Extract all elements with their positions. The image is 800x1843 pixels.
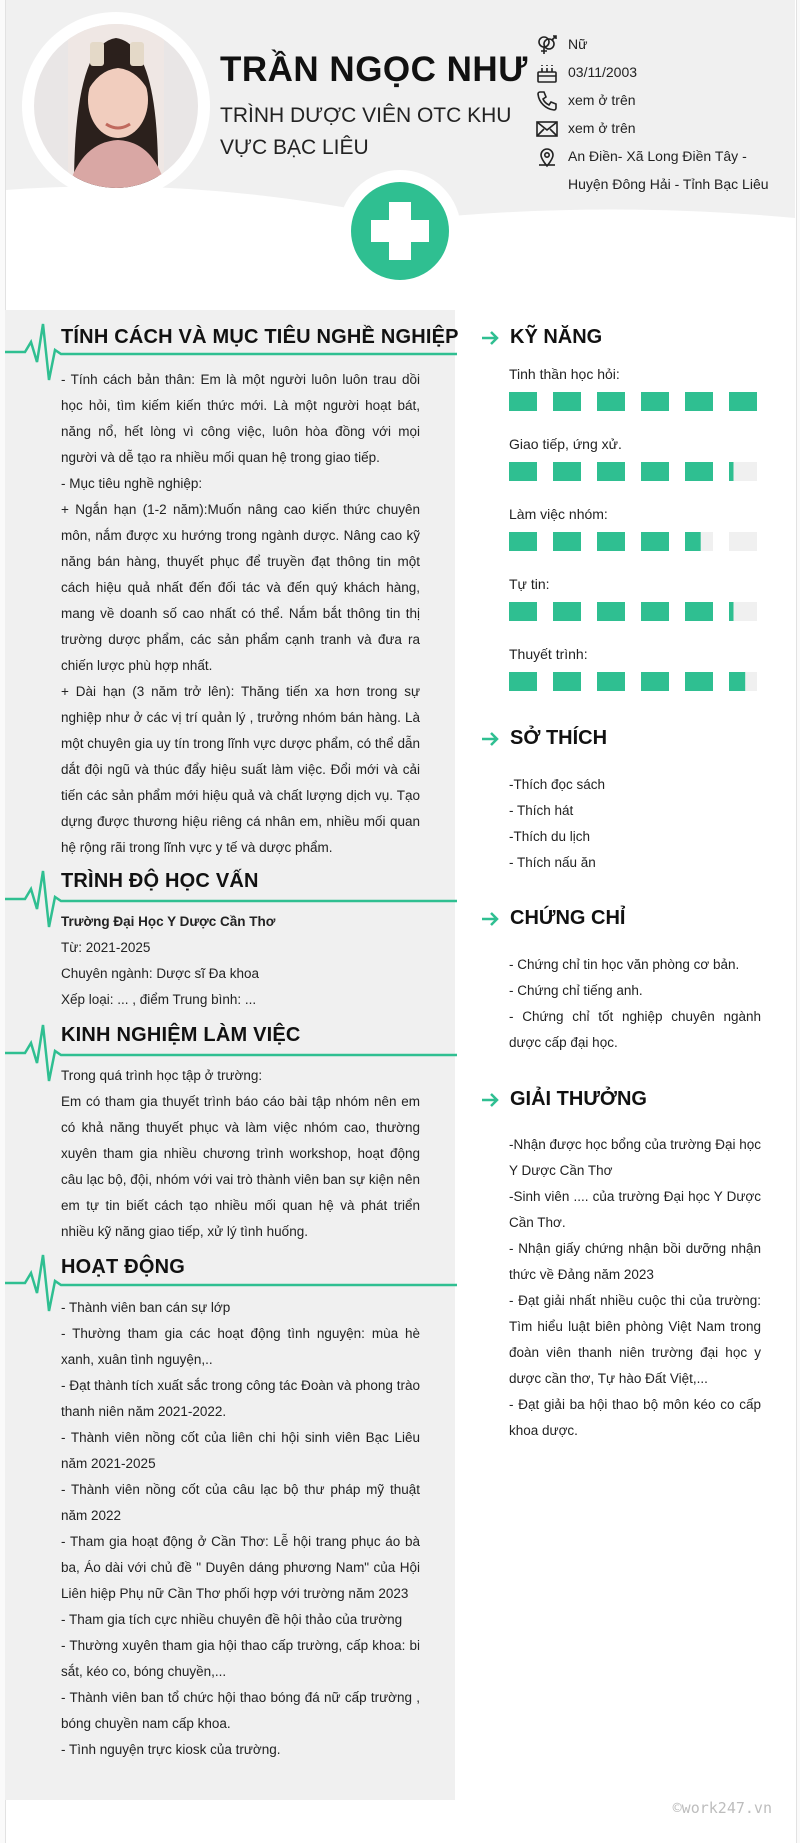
personality-text [61, 367, 420, 861]
list-item: - Thành viên nồng cốt của liên chi hội sinh viên Bạc Liêu năm 2021-2025 [61, 1430, 420, 1471]
list-item: - Tham gia tích cực nhiều chuyên đề hội thảo của trường [61, 1612, 403, 1627]
skill-segment-fill [597, 532, 625, 551]
watermark: ©work247.vn [672, 1799, 772, 1817]
list-item: - Đạt thành tích xuất sắc trong công tác Đoàn và phong trào thanh niên năm 2021-2022. [61, 1378, 420, 1419]
skill-segment-fill [509, 392, 537, 411]
skill-label: Tinh thần học hỏi: [509, 366, 620, 382]
skill-label: Tự tin: [509, 576, 550, 592]
hobbies-list [509, 772, 761, 876]
personality-paragraph: - Tính cách bản thân: Em là một người luôn luôn trau dồi học hỏi, tìm kiếm kiến thức mới. Là một người hoạt bát, năng nổ, hết lòng vì công việc, luôn hòa đồng với mọi người và dễ tạo ra nhiều mối quan hệ trong giao tiếp. [61, 372, 420, 465]
skill-segment-fill [729, 462, 734, 481]
candidate-name: TRẦN NGỌC NHƯ [220, 50, 528, 89]
section-title-education: TRÌNH ĐỘ HỌC VẤN [61, 870, 259, 892]
skill-segment-fill [729, 602, 734, 621]
skill-bar [509, 672, 757, 691]
activities-list [61, 1295, 420, 1763]
skill-segment-fill [641, 392, 669, 411]
list-item: - Đạt giải ba hội thao bộ môn kéo co cấp khoa dược. [509, 1397, 761, 1438]
arrow-right-icon [480, 1090, 500, 1110]
skill-segment-fill [553, 462, 581, 481]
education-major: Chuyên ngành: Dược sĩ Đa khoa [61, 966, 259, 981]
arrow-right-icon [480, 328, 500, 348]
mail-icon [536, 118, 558, 140]
section-title-hobbies: SỞ THÍCH [510, 727, 608, 749]
list-item: - Thành viên nồng cốt của câu lạc bộ thư pháp mỹ thuật năm 2022 [61, 1482, 420, 1523]
job-title: TRÌNH DƯỢC VIÊN OTC KHU VỰC BẠC LIÊU [220, 104, 512, 159]
skill-segment-fill [685, 602, 713, 621]
list-item: -Thích du lịch [509, 829, 591, 844]
list-item: - Thường xuyên tham gia hội thao cấp trường, cấp khoa: bi sắt, kéo co, bóng chuyền,... [61, 1638, 420, 1679]
contact-phone [536, 86, 786, 114]
avatar [34, 24, 198, 188]
skill-segment-fill [641, 602, 669, 621]
section-title-awards: GIẢI THƯỞNG [510, 1088, 647, 1110]
education-school: Trường Đại Học Y Dược Cần Thơ [61, 914, 276, 929]
section-title-experience: KINH NGHIỆM LÀM VIỆC [61, 1024, 301, 1046]
education-grade: Xếp loại: ... , điểm Trung bình: ... [61, 992, 257, 1007]
skill-segment-fill [553, 672, 581, 691]
medical-cross-icon [351, 182, 449, 280]
contact-email [536, 114, 786, 142]
skill-bar [509, 532, 757, 551]
list-item: -Thích đọc sách [509, 777, 606, 792]
list-item: - Chứng chỉ tốt nghiệp chuyên ngành dược cấp đại học. [509, 1009, 761, 1050]
awards-list [509, 1132, 761, 1444]
list-item: - Đạt giải nhất nhiều cuộc thi của trường: Tìm hiểu luật biên phòng Việt Nam trong đoàn viên thanh niên trường đại học y dược cần thơ, Tự hào Đất Việt,... [509, 1293, 761, 1386]
education-text [61, 909, 420, 1013]
list-item: - Thành viên ban cán sự lớp [61, 1300, 231, 1315]
skill-segment-fill [729, 392, 757, 411]
arrow-right-icon [480, 729, 500, 749]
experience-paragraph: Trong quá trình học tập ở trường: [61, 1068, 263, 1083]
list-item: - Chứng chỉ tin học văn phòng cơ bản. [509, 957, 740, 972]
skill-label: Giao tiếp, ứng xử. [509, 436, 622, 452]
phone-icon [536, 90, 558, 112]
gender-value: Nữ [568, 36, 588, 52]
skill-segment-fill [509, 602, 537, 621]
gender-icon [536, 34, 558, 56]
personality-paragraph: + Dài hạn (3 năm trở lên): Thăng tiến xa hơn trong sự nghiệp như ở các vị trí quản lý , trưởng nhóm bán hàng. Là một chuyên gia uy tín trong lĩnh vực dược phẩm, có thể dẫn dắt đội ngũ và thúc đẩy hiệu suất làm việc. Đổi mới và cải tiến các sản phẩm mới hiệu quả và chất lượng dịch vụ. Tạo dựng được thương hiệu riêng cá nhân em, nhiều mối quan hệ rộng rãi trong lĩnh vực y tế và dược phẩm. [61, 684, 420, 855]
skill-segment-fill [597, 462, 625, 481]
section-title-skills: KỸ NĂNG [510, 326, 603, 348]
experience-text [61, 1063, 420, 1245]
skill-segment-fill [509, 672, 537, 691]
email-value: xem ở trên [568, 120, 636, 136]
list-item: - Tham gia hoạt động ở Cần Thơ: Lễ hội trang phục áo bà ba, Áo dài với chủ đề " Duyên dáng phương Nam" của Hội Liên hiệp Phụ nữ Cần Thơ phối hợp với trường năm 2023 [61, 1534, 420, 1601]
skill-bar [509, 462, 757, 481]
contact-gender [536, 30, 786, 58]
list-item: - Thích hát [509, 803, 574, 818]
list-item: -Nhận được học bổng của trường Đại học Y Dược Cần Thơ [509, 1137, 761, 1178]
personality-paragraph: + Ngắn hạn (1-2 năm):Muốn nâng cao kiến thức chuyên môn, nắm được xu hướng trong ngành dược. Nâng cao kỹ năng bán hàng, thuyết phục để truyền đạt thông tin một cách hiệu quả nhất đến đối tác và đến quý khách hàng, mang về doanh số cao nhất có thể. Nắm bắt thông tin thị trường dược phẩm, các sản phẩm cạnh tranh và đưa ra chiến lược phù hợp nhất. [61, 502, 420, 673]
section-title-personality: TÍNH CÁCH VÀ MỤC TIÊU NGHỀ NGHIỆP [61, 326, 459, 348]
phone-value: xem ở trên [568, 92, 636, 108]
section-title-certificates: CHỨNG CHỈ [510, 907, 626, 929]
list-item: - Thành viên ban tổ chức hội thao bóng đá nữ cấp trường , bóng chuyền nam cấp khoa. [61, 1690, 420, 1731]
skill-segment-track [729, 532, 757, 551]
skill-segment-fill [597, 602, 625, 621]
skill-segment-fill [729, 672, 745, 691]
skill-segment-fill [597, 392, 625, 411]
list-item: - Thường tham gia các hoạt động tình nguyện: mùa hè xanh, xuân tình nguyện,.. [61, 1326, 420, 1367]
experience-paragraph: Em có tham gia thuyết trình báo cáo bài tập nhóm nên em có khả năng thuyết phục và làm việc nhóm cao, thường xuyên tham gia nhiều chương trình workshop, hoạt động câu lạc bộ, đội, nhóm với vai trò thành viên ban sự kiện nên em tự tin biết cách tạo nhiều mối quan hệ và phát triển nhiều kỹ năng giao tiếp, xử lý tình huống. [61, 1094, 420, 1239]
cake-icon [536, 62, 558, 84]
skill-segment-fill [597, 672, 625, 691]
address-line-2: Huyện Đông Hải - Tỉnh Bạc Liêu [568, 176, 769, 192]
skill-segment-fill [641, 672, 669, 691]
personality-paragraph: - Mục tiêu nghề nghiệp: [61, 476, 203, 491]
skill-segment-fill [553, 602, 581, 621]
education-period: Từ: 2021-2025 [61, 940, 151, 955]
list-item: -Sinh viên .... của trường Đại học Y Dược Cần Thơ. [509, 1189, 761, 1230]
address-line-1: An Điền- Xã Long Điền Tây - [568, 148, 747, 164]
certificates-list [509, 952, 761, 1056]
contact-birthday [536, 58, 786, 86]
list-item: - Chứng chỉ tiếng anh. [509, 983, 643, 998]
skill-segment-fill [685, 462, 713, 481]
list-item: - Nhận giấy chứng nhận bồi dưỡng nhận thức về Đảng năm 2023 [509, 1241, 761, 1282]
skill-segment-fill [553, 392, 581, 411]
contact-list [536, 30, 786, 198]
skill-segment-fill [641, 462, 669, 481]
skill-bar [509, 392, 757, 411]
list-item: - Thích nấu ăn [509, 855, 596, 870]
skill-segment-fill [509, 462, 537, 481]
arrow-right-icon [480, 909, 500, 929]
skill-segment-fill [641, 532, 669, 551]
skill-segment-fill [685, 532, 701, 551]
skill-segment-fill [685, 672, 713, 691]
skill-label: Thuyết trình: [509, 646, 588, 662]
location-icon [536, 146, 558, 168]
skill-segment-fill [553, 532, 581, 551]
birthday-value: 03/11/2003 [568, 64, 638, 80]
skill-bar [509, 602, 757, 621]
contact-address [536, 142, 786, 198]
list-item: - Tình nguyện trực kiosk của trường. [61, 1742, 281, 1757]
section-title-activities: HOẠT ĐỘNG [61, 1256, 186, 1278]
skill-label: Làm việc nhóm: [509, 506, 608, 522]
skill-segment-fill [509, 532, 537, 551]
skill-segment-fill [685, 392, 713, 411]
